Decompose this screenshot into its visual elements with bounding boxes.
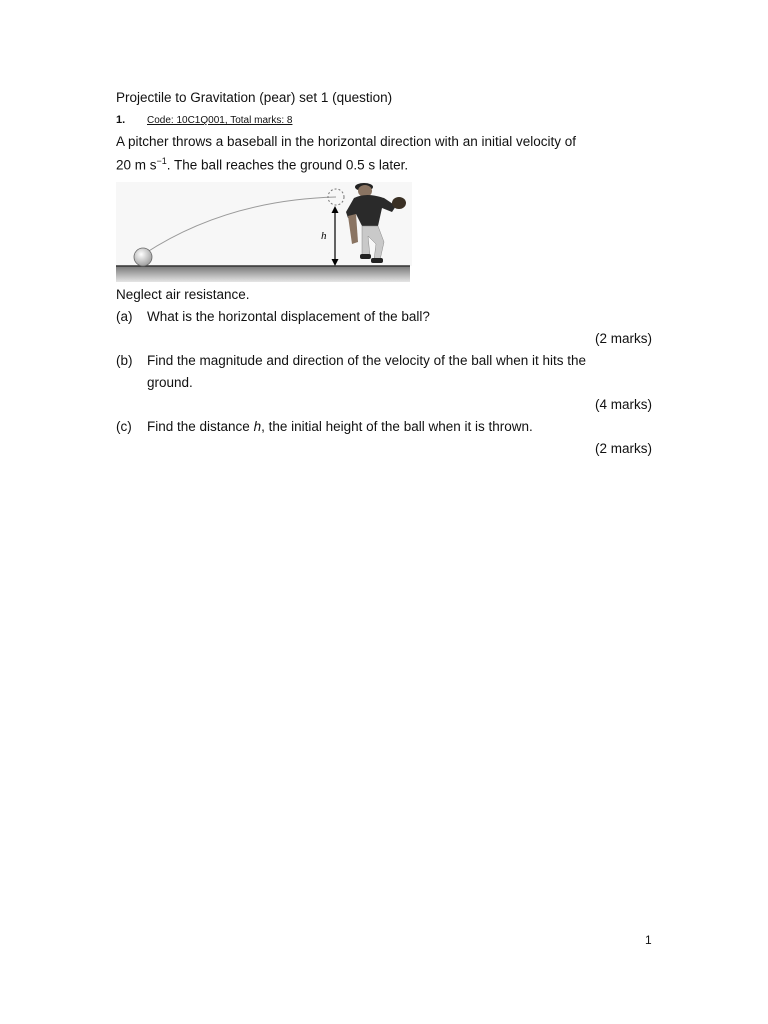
part-a-text: What is the horizontal displacement of the ball? (147, 309, 430, 324)
stem-rest: . The ball reaches the ground 0.5 s later. (166, 157, 409, 173)
part-b-label: (b) (116, 353, 133, 368)
part-c-variable: h (253, 419, 262, 434)
part-c-marks: (2 marks) (595, 441, 652, 456)
height-label: h (321, 230, 327, 242)
part-c-text (147, 419, 533, 434)
part-b-text-line-1: Find the magnitude and direction of the velocity of the ball when it hits the (147, 353, 587, 368)
page-title: Projectile to Gravitation (pear) set 1 (question) (116, 90, 393, 105)
part-c-text-a: Find the distance (147, 419, 254, 434)
projectile-figure (116, 182, 412, 284)
part-c-text-b: , the initial height of the ball when it is thrown. (261, 419, 533, 434)
baseball-icon (134, 248, 152, 266)
question-stem-line-2 (116, 156, 408, 173)
stem-exponent: −1 (156, 156, 167, 166)
page-number: 1 (645, 933, 652, 947)
stem-velocity: 20 m s (116, 157, 157, 173)
ground (116, 266, 410, 282)
part-a-marks: (2 marks) (595, 331, 652, 346)
question-code: Code: 10C1Q001, Total marks: 8 (147, 115, 293, 126)
question-number: 1. (116, 114, 126, 126)
projectile-diagram (116, 182, 412, 284)
part-c-label: (c) (116, 419, 132, 434)
neglect-air-resistance: Neglect air resistance. (116, 287, 250, 302)
part-b-text-line-2: ground. (147, 375, 193, 390)
question-stem-line-1: A pitcher throws a baseball in the horizontal direction with an initial velocity of (116, 134, 576, 149)
part-b-marks: (4 marks) (595, 397, 652, 412)
part-a-label: (a) (116, 309, 133, 324)
